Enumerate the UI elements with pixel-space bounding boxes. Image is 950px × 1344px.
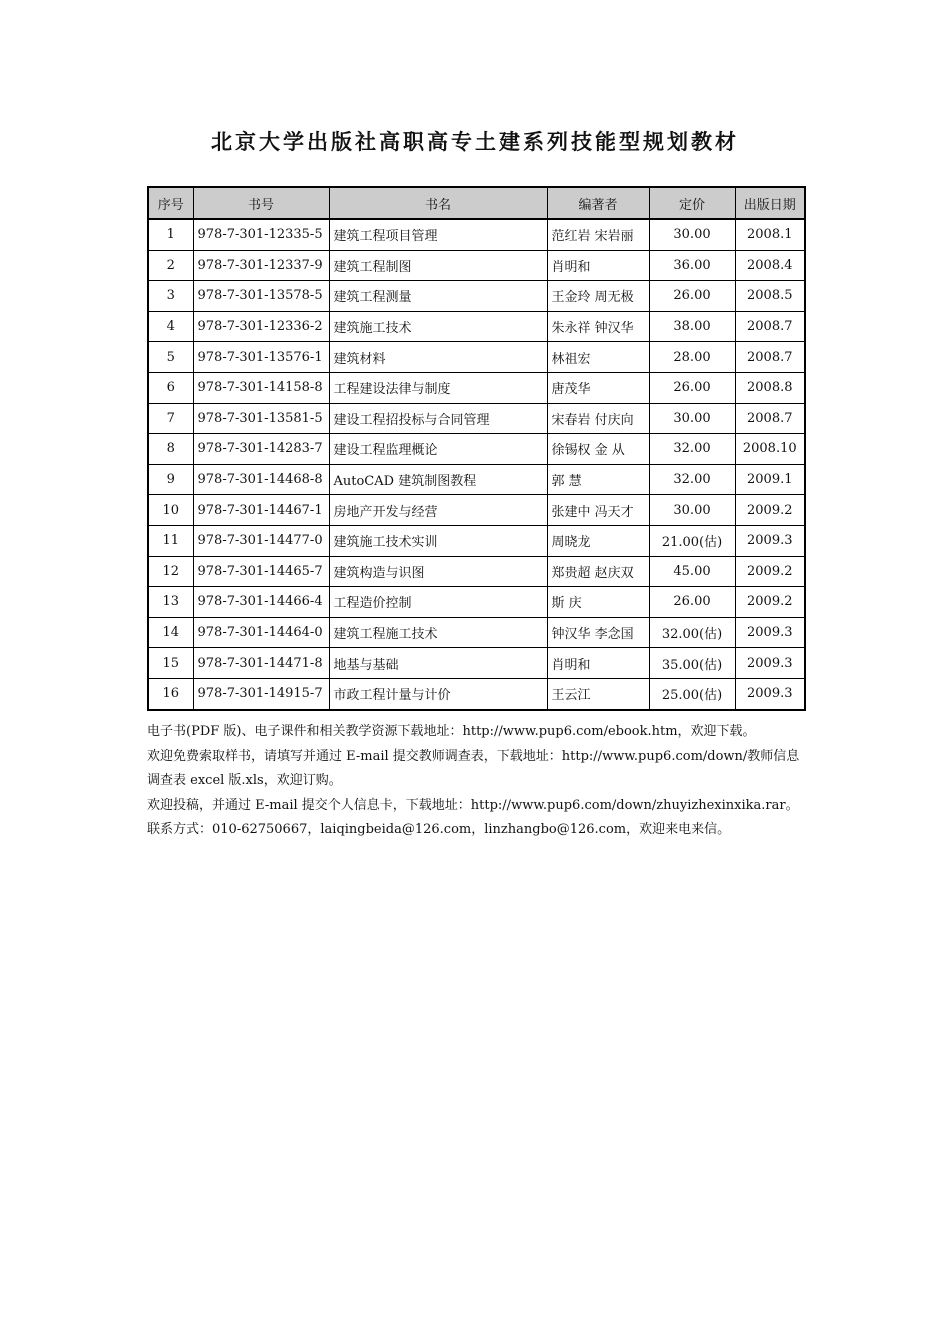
table-row (148, 403, 805, 434)
cell-authors: 王云江 (547, 678, 649, 709)
page-title: 北京大学出版社高职高专土建系列技能型规划教材 (211, 130, 739, 154)
cell-index: 1 (148, 219, 193, 250)
cell-authors: 唐茂华 (547, 372, 649, 403)
cell-isbn: 978-7-301-14467-1 (193, 495, 329, 526)
table-row (148, 372, 805, 403)
cell-index: 14 (148, 617, 193, 648)
header-publish-date: 出版日期 (735, 187, 805, 219)
cell-authors: 林祖宏 (547, 342, 649, 373)
cell-isbn: 978-7-301-14468-8 (193, 464, 329, 495)
cell-authors: 范红岩 宋岩丽 (547, 219, 649, 250)
cell-price: 30.00 (649, 219, 735, 250)
table-row (148, 495, 805, 526)
cell-index: 3 (148, 281, 193, 312)
cell-index: 9 (148, 464, 193, 495)
cell-book-title: 建设工程招投标与合同管理 (329, 403, 547, 434)
cell-publish-date: 2008.8 (735, 372, 805, 403)
cell-book-title: 建筑构造与识图 (329, 556, 547, 587)
cell-authors: 徐锡权 金 从 (547, 434, 649, 465)
note-ebook: 电子书(PDF 版)、电子课件和相关教学资源下载地址：http://www.pup6.com/ebook.htm，欢迎下载。 (147, 724, 756, 739)
cell-isbn: 978-7-301-14471-8 (193, 648, 329, 679)
cell-index: 5 (148, 342, 193, 373)
cell-authors: 张建中 冯天才 (547, 495, 649, 526)
cell-index: 15 (148, 648, 193, 679)
cell-publish-date: 2009.2 (735, 587, 805, 618)
table-row (148, 464, 805, 495)
cell-index: 12 (148, 556, 193, 587)
cell-publish-date: 2009.2 (735, 556, 805, 587)
table-row (148, 556, 805, 587)
cell-isbn: 978-7-301-14465-7 (193, 556, 329, 587)
cell-authors: 周晓龙 (547, 525, 649, 556)
cell-authors: 钟汉华 李念国 (547, 617, 649, 648)
cell-price: 26.00 (649, 587, 735, 618)
cell-authors: 斯 庆 (547, 587, 649, 618)
table-row (148, 434, 805, 465)
cell-publish-date: 2008.10 (735, 434, 805, 465)
cell-publish-date: 2009.3 (735, 525, 805, 556)
cell-authors: 郭 慧 (547, 464, 649, 495)
cell-price: 38.00 (649, 311, 735, 342)
cell-price: 45.00 (649, 556, 735, 587)
cell-isbn: 978-7-301-13578-5 (193, 281, 329, 312)
cell-price: 30.00 (649, 403, 735, 434)
header-price: 定价 (649, 187, 735, 219)
cell-publish-date: 2008.7 (735, 342, 805, 373)
cell-publish-date: 2009.3 (735, 648, 805, 679)
cell-isbn: 978-7-301-14283-7 (193, 434, 329, 465)
cell-isbn: 978-7-301-14477-0 (193, 525, 329, 556)
table-row (148, 250, 805, 281)
cell-price: 30.00 (649, 495, 735, 526)
cell-book-title: 建设工程监理概论 (329, 434, 547, 465)
cell-book-title: 建筑材料 (329, 342, 547, 373)
cell-book-title: AutoCAD 建筑制图教程 (329, 464, 547, 495)
cell-price: 36.00 (649, 250, 735, 281)
cell-index: 4 (148, 311, 193, 342)
cell-isbn: 978-7-301-14915-7 (193, 678, 329, 709)
cell-index: 13 (148, 587, 193, 618)
cell-price: 35.00(估) (649, 648, 735, 679)
table-row (148, 678, 805, 709)
header-index: 序号 (148, 187, 193, 219)
table-body (148, 219, 805, 710)
table-header-row (148, 187, 805, 219)
cell-book-title: 建筑工程项目管理 (329, 219, 547, 250)
note-sample-request: 欢迎免费索取样书，请填写并通过 E-mail 提交教师调查表，下载地址：http://www.pup6.com/down/教师信息调查表 excel 版.xls，欢迎订购。 (147, 748, 800, 788)
book-table (147, 186, 806, 711)
cell-price: 25.00(估) (649, 678, 735, 709)
table-row (148, 525, 805, 556)
cell-isbn: 978-7-301-12335-5 (193, 219, 329, 250)
cell-index: 16 (148, 678, 193, 709)
cell-price: 32.00 (649, 434, 735, 465)
cell-price: 28.00 (649, 342, 735, 373)
cell-price: 21.00(估) (649, 525, 735, 556)
cell-book-title: 房地产开发与经营 (329, 495, 547, 526)
cell-book-title: 建筑施工技术实训 (329, 525, 547, 556)
cell-book-title: 建筑施工技术 (329, 311, 547, 342)
cell-publish-date: 2009.3 (735, 617, 805, 648)
cell-isbn: 978-7-301-12336-2 (193, 311, 329, 342)
cell-authors: 朱永祥 钟汉华 (547, 311, 649, 342)
table-row (148, 219, 805, 250)
cell-authors: 宋春岩 付庆向 (547, 403, 649, 434)
cell-book-title: 建筑工程制图 (329, 250, 547, 281)
cell-publish-date: 2008.7 (735, 311, 805, 342)
header-book-title: 书名 (329, 187, 547, 219)
cell-index: 7 (148, 403, 193, 434)
cell-index: 8 (148, 434, 193, 465)
cell-index: 6 (148, 372, 193, 403)
header-isbn: 书号 (193, 187, 329, 219)
note-submission: 欢迎投稿，并通过 E-mail 提交个人信息卡，下载地址：http://www.pup6.com/down/zhuyizhexinxika.rar。 (147, 797, 799, 813)
cell-isbn: 978-7-301-14158-8 (193, 372, 329, 403)
cell-book-title: 地基与基础 (329, 648, 547, 679)
table-row (148, 281, 805, 312)
header-authors: 编著者 (547, 187, 649, 219)
cell-publish-date: 2009.1 (735, 464, 805, 495)
cell-book-title: 工程造价控制 (329, 587, 547, 618)
table-row (148, 617, 805, 648)
cell-publish-date: 2009.3 (735, 678, 805, 709)
cell-book-title: 工程建设法律与制度 (329, 372, 547, 403)
cell-index: 10 (148, 495, 193, 526)
cell-isbn: 978-7-301-12337-9 (193, 250, 329, 281)
cell-isbn: 978-7-301-14464-0 (193, 617, 329, 648)
cell-index: 2 (148, 250, 193, 281)
cell-publish-date: 2008.4 (735, 250, 805, 281)
cell-isbn: 978-7-301-13581-5 (193, 403, 329, 434)
cell-index: 11 (148, 525, 193, 556)
table-row (148, 587, 805, 618)
cell-book-title: 市政工程计量与计价 (329, 678, 547, 709)
cell-publish-date: 2009.2 (735, 495, 805, 526)
cell-price: 26.00 (649, 281, 735, 312)
cell-book-title: 建筑工程施工技术 (329, 617, 547, 648)
table-row (148, 648, 805, 679)
cell-authors: 肖明和 (547, 250, 649, 281)
cell-authors: 王金玲 周无极 (547, 281, 649, 312)
cell-book-title: 建筑工程测量 (329, 281, 547, 312)
note-contact: 联系方式：010-62750667，laiqingbeida@126.com，linzhangbo@126.com，欢迎来电来信。 (147, 822, 731, 837)
table-row (148, 342, 805, 373)
notes (147, 720, 807, 843)
cell-isbn: 978-7-301-14466-4 (193, 587, 329, 618)
cell-publish-date: 2008.1 (735, 219, 805, 250)
cell-price: 32.00 (649, 464, 735, 495)
cell-publish-date: 2008.7 (735, 403, 805, 434)
cell-authors: 郑贵超 赵庆双 (547, 556, 649, 587)
cell-publish-date: 2008.5 (735, 281, 805, 312)
table-row (148, 311, 805, 342)
cell-isbn: 978-7-301-13576-1 (193, 342, 329, 373)
cell-price: 26.00 (649, 372, 735, 403)
cell-authors: 肖明和 (547, 648, 649, 679)
cell-price: 32.00(估) (649, 617, 735, 648)
